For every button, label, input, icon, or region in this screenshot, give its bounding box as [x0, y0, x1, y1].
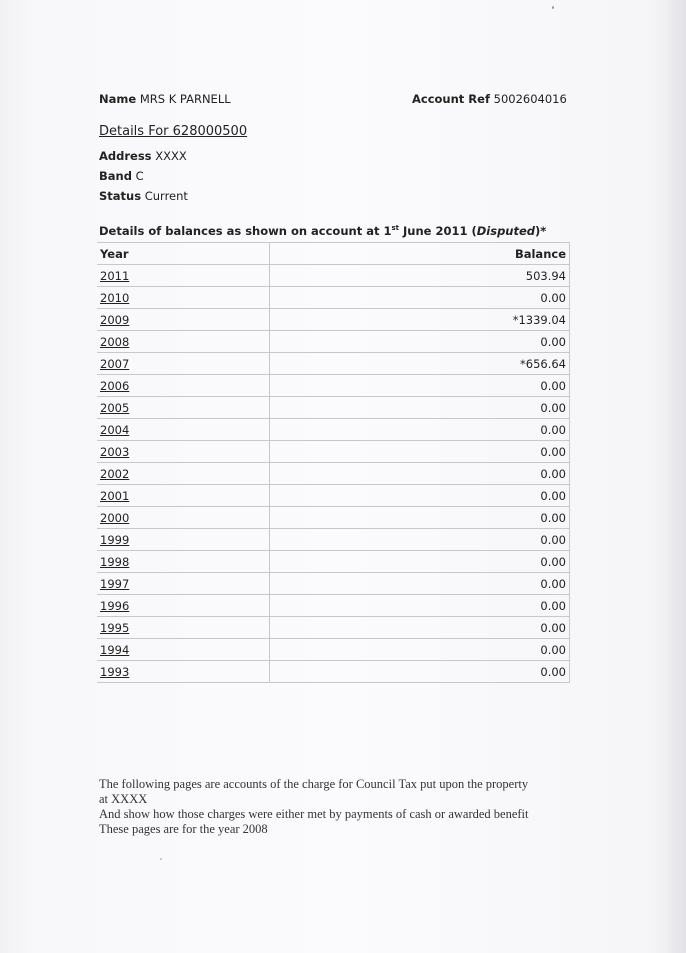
year-cell: [97, 265, 270, 287]
year-value: 2006: [100, 378, 130, 393]
year-column-header: Year: [97, 243, 270, 265]
table-row: [97, 551, 570, 573]
name-label: Name: [99, 92, 137, 106]
year-cell: [97, 595, 270, 617]
table-row: [97, 661, 570, 683]
year-cell: [97, 529, 270, 551]
year-cell: [97, 661, 270, 683]
balance-cell: 0.00: [270, 419, 570, 441]
year-value: 2004: [100, 422, 130, 437]
year-cell: [97, 309, 270, 331]
band-label: Band: [99, 169, 132, 183]
year-value: 2008: [100, 334, 130, 349]
details-title: Details For 628000500: [99, 124, 248, 139]
year-value: 1996: [100, 598, 130, 613]
footer-line: The following pages are accounts of the charge for Council Tax put upon the property: [99, 777, 529, 791]
balance-cell: 503.94: [270, 265, 570, 287]
year-value: 2007: [100, 356, 130, 371]
year-cell: [97, 507, 270, 529]
name-value: MRS K PARNELL: [139, 92, 231, 106]
footer-line: These pages are for the year 2008: [99, 822, 268, 836]
table-row: [97, 639, 570, 661]
year-cell: [97, 485, 270, 507]
table-row: [97, 375, 570, 397]
year-value: 1993: [100, 664, 130, 679]
balance-cell: 0.00: [270, 375, 570, 397]
balance-cell: 0.00: [270, 331, 570, 353]
balance-cell: 0.00: [270, 617, 570, 639]
year-cell: [97, 397, 270, 419]
table-row: [97, 309, 570, 331]
balance-cell: 0.00: [270, 397, 570, 419]
year-value: 2002: [100, 466, 130, 481]
balance-cell: 0.00: [270, 441, 570, 463]
balance-cell: 0.00: [270, 463, 570, 485]
page-edge-shadow: [666, 0, 686, 953]
caption-prefix: Details of balances as shown on account at 1: [99, 224, 392, 238]
table-row: [97, 441, 570, 463]
year-cell: [97, 375, 270, 397]
table-row: [97, 529, 570, 551]
year-value: 1998: [100, 554, 130, 569]
balance-cell: 0.00: [270, 661, 570, 683]
table-row: [97, 353, 570, 375]
balance-cell: 0.00: [270, 507, 570, 529]
balance-cell: 0.00: [270, 529, 570, 551]
table-row: [97, 507, 570, 529]
balance-column-header: Balance: [270, 243, 570, 265]
balances-table: [97, 242, 570, 683]
table-row: [97, 617, 570, 639]
band-line: [99, 169, 144, 183]
account-ref: [412, 92, 567, 106]
table-header-row: [97, 243, 570, 265]
footer-note: [99, 777, 579, 837]
customer-name: [99, 92, 231, 106]
year-value: 1997: [100, 576, 130, 591]
balance-cell: 0.00: [270, 485, 570, 507]
year-value: 2000: [100, 510, 130, 525]
table-row: [97, 265, 570, 287]
footer-line: And show how those charges were either met by payments of cash or awarded benefit: [99, 807, 529, 821]
band-value: C: [135, 169, 144, 183]
table-row: [97, 485, 570, 507]
year-value: 2003: [100, 444, 130, 459]
balance-cell: *1339.04: [270, 309, 570, 331]
year-value: 1994: [100, 642, 130, 657]
caption-suffix: )*: [535, 224, 547, 238]
account-ref-label: Account Ref: [412, 92, 490, 106]
year-cell: [97, 353, 270, 375]
scan-speck: [160, 858, 162, 860]
year-value: 2011: [100, 268, 130, 283]
caption-superscript: st: [391, 224, 399, 233]
year-cell: [97, 441, 270, 463]
year-cell: [97, 331, 270, 353]
status-value: Current: [144, 189, 188, 203]
balance-cell: 0.00: [270, 287, 570, 309]
year-value: 1999: [100, 532, 130, 547]
year-cell: [97, 551, 270, 573]
account-ref-value: 5002604016: [493, 92, 567, 106]
year-value: 1995: [100, 620, 130, 635]
year-cell: [97, 617, 270, 639]
table-row: [97, 573, 570, 595]
table-row: [97, 287, 570, 309]
year-cell: [97, 573, 270, 595]
table-row: [97, 595, 570, 617]
year-cell: [97, 463, 270, 485]
year-value: 2010: [100, 290, 130, 305]
status-label: Status: [99, 189, 142, 203]
address-label: Address: [99, 149, 152, 163]
footer-line: at XXXX: [99, 792, 148, 806]
year-value: 2005: [100, 400, 130, 415]
status-line: [99, 189, 188, 203]
year-value: 2009: [100, 312, 130, 327]
year-cell: [97, 287, 270, 309]
table-row: [97, 397, 570, 419]
table-row: [97, 419, 570, 441]
balance-cell: 0.00: [270, 573, 570, 595]
caption-disputed: Disputed: [476, 224, 536, 238]
scan-speck: [552, 6, 554, 9]
balance-cell: 0.00: [270, 551, 570, 573]
table-row: [97, 331, 570, 353]
year-value: 2001: [100, 488, 130, 503]
address-value: XXXX: [155, 149, 187, 163]
balances-caption: [99, 224, 546, 238]
table-row: [97, 463, 570, 485]
balance-cell: 0.00: [270, 639, 570, 661]
year-cell: [97, 419, 270, 441]
address-line: [99, 149, 187, 163]
caption-middle: June 2011 (: [399, 224, 477, 238]
balance-cell: *656.64: [270, 353, 570, 375]
year-cell: [97, 639, 270, 661]
balance-cell: 0.00: [270, 595, 570, 617]
